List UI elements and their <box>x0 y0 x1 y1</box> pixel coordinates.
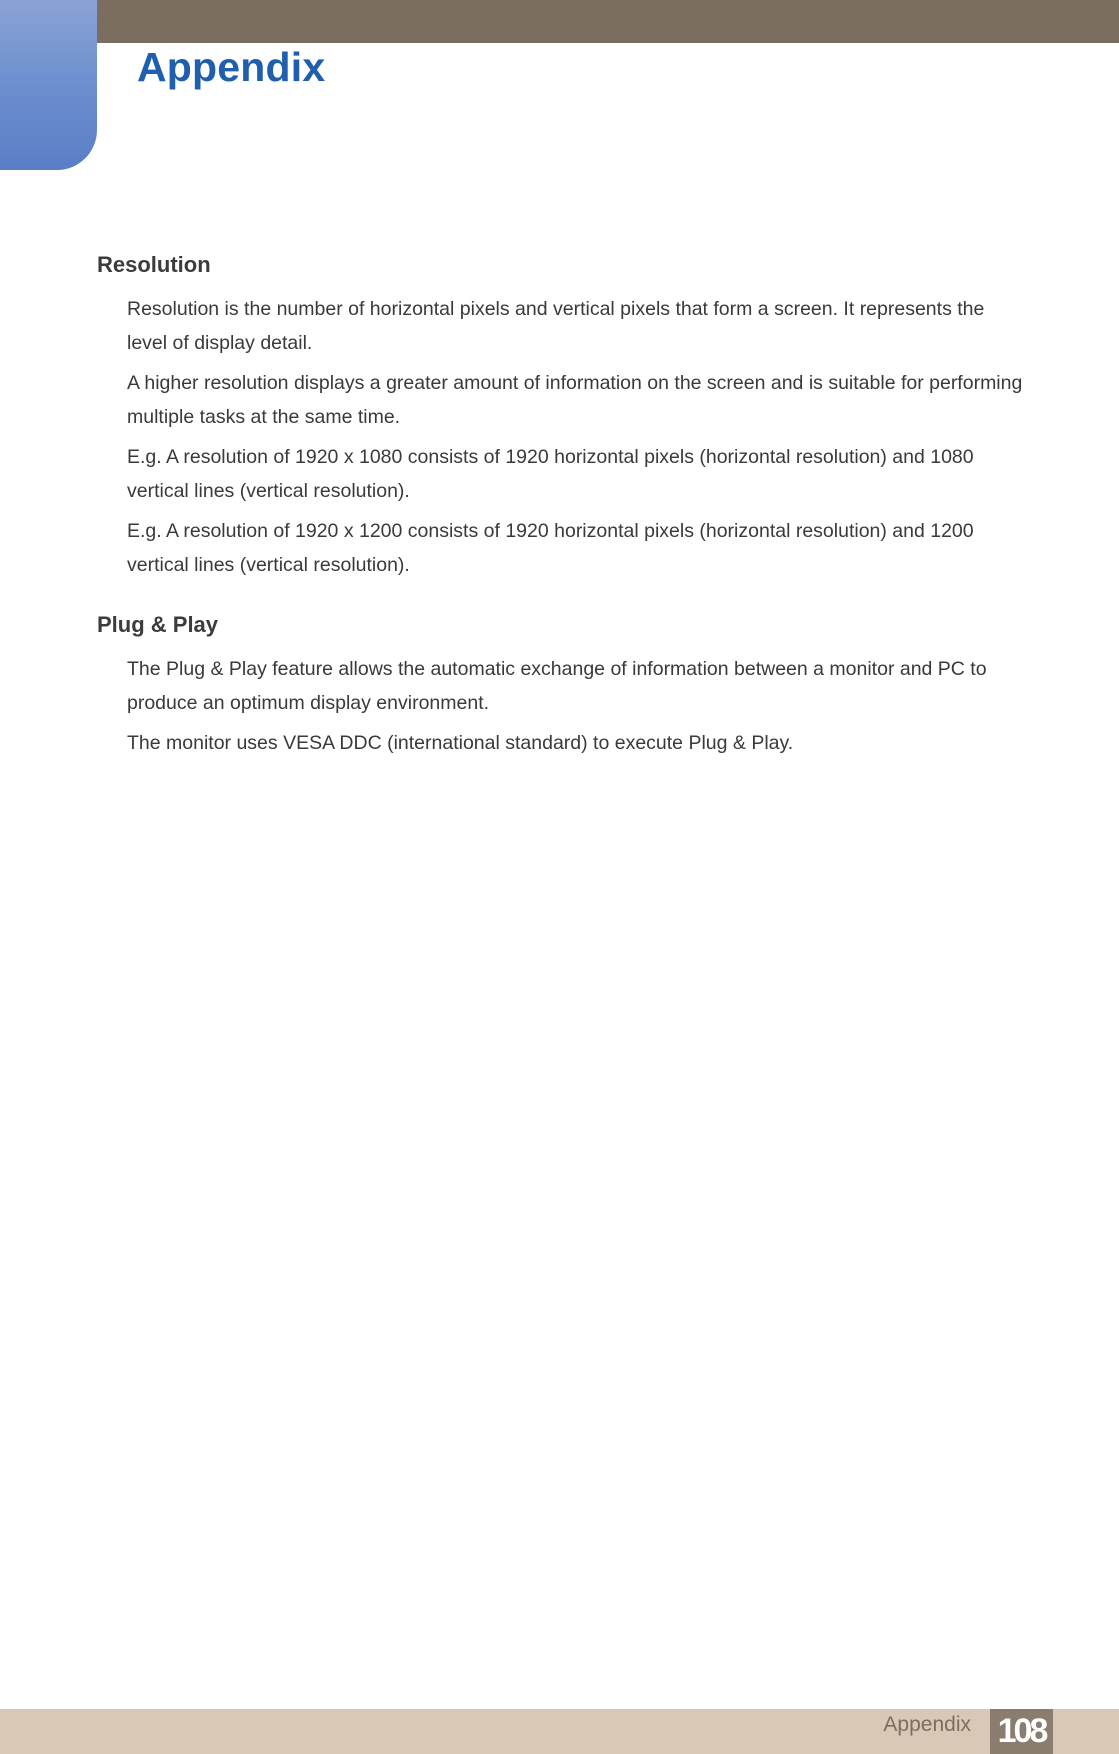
paragraph: A higher resolution displays a greater amount of information on the screen and is suitable for performing multiple tasks at the same time. <box>127 372 1023 428</box>
paragraph: The Plug & Play feature allows the automatic exchange of information between a monitor and PC to produce an optimum display environment. <box>127 658 987 714</box>
paragraph: The monitor uses VESA DDC (international standard) to execute Plug & Play. <box>127 732 794 754</box>
main-content <box>97 252 1027 790</box>
section-heading: Plug & Play <box>97 612 219 637</box>
paragraph: E.g. A resolution of 1920 x 1200 consists of 1920 horizontal pixels (horizontal resolution) and 1200 vertical lines (vertical resolution). <box>127 520 974 576</box>
section-plug-and-play <box>97 612 1027 760</box>
header-bar <box>97 0 1119 43</box>
page-title: Appendix <box>137 44 326 90</box>
paragraph: Resolution is the number of horizontal pixels and vertical pixels that form a screen. It represents the level of display detail. <box>127 298 985 354</box>
section-resolution <box>97 252 1027 582</box>
chapter-tab <box>0 0 97 170</box>
paragraph: E.g. A resolution of 1920 x 1080 consists of 1920 horizontal pixels (horizontal resolution) and 1080 vertical lines (vertical resolution). <box>127 446 974 502</box>
page-number: 108 <box>990 1709 1053 1754</box>
section-heading: Resolution <box>97 252 211 277</box>
footer-section-label: Appendix <box>883 1713 971 1736</box>
